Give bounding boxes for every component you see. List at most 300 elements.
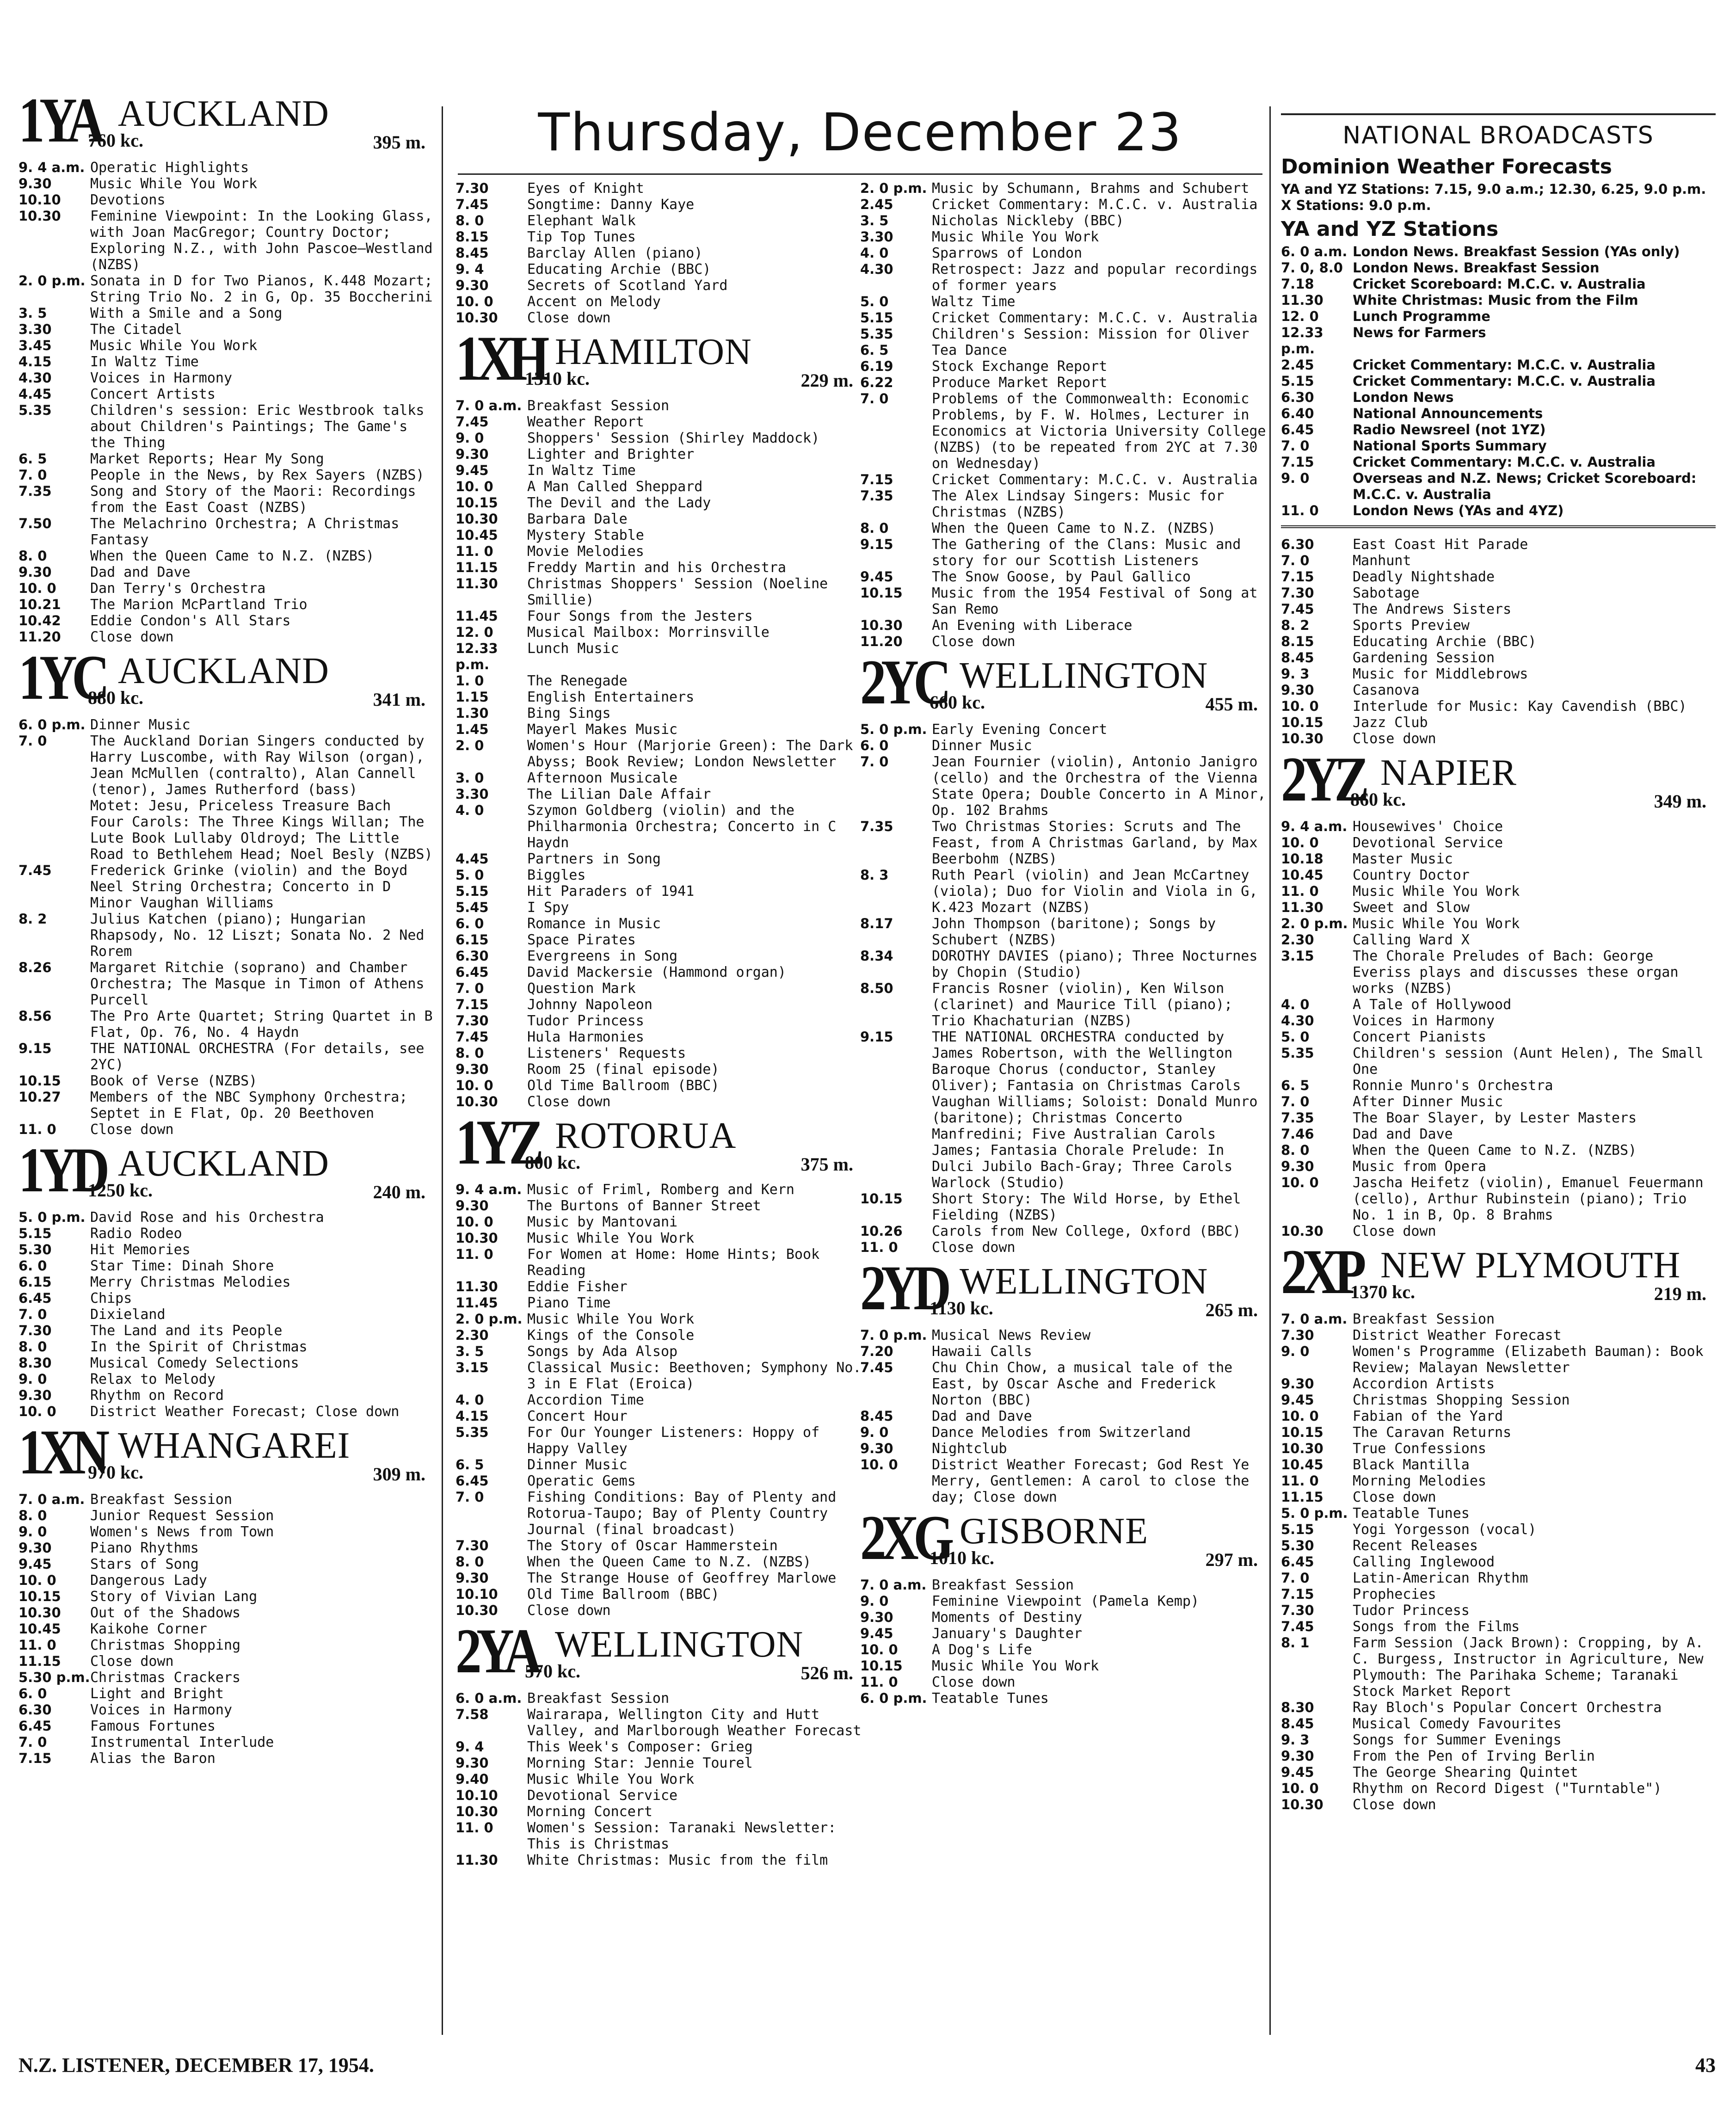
program-item (456, 527, 862, 543)
program-time: 11.30 (456, 1279, 498, 1294)
program-item (860, 819, 1267, 867)
program-title: Song and Story of the Maori: Recordings from the East Coast (NZBS) (90, 483, 416, 516)
program-title: Ronnie Munro's Orchestra (1353, 1078, 1553, 1094)
program-item (456, 1311, 862, 1327)
program-item (456, 1570, 862, 1586)
program-item (456, 1392, 862, 1408)
program-time: 6.30 (1281, 536, 1314, 552)
program-time: 5. 0 (456, 867, 484, 883)
program-item (456, 1279, 862, 1295)
program-time: 10. 0 (1281, 1781, 1319, 1796)
program-item (456, 1820, 862, 1852)
program-time: 5.30 p.m. (18, 1670, 90, 1685)
program-item (1281, 1570, 1716, 1586)
program-title: The Chorale Preludes of Bach: George Everiss plays and discusses these organ works (NZBS) (1353, 948, 1679, 997)
station-frequency: 1010 kc. (930, 1547, 994, 1568)
program-time: 8.30 (1281, 1700, 1314, 1715)
program-time: 10. 0 (456, 294, 493, 309)
program-time: 6.45 (18, 1290, 52, 1306)
program-time: 9.30 (1281, 1748, 1314, 1764)
program-time: 7.15 (456, 997, 489, 1012)
program-item (456, 294, 862, 310)
program-time: 6.30 (18, 1702, 52, 1718)
program-item (456, 1690, 862, 1707)
program-item (18, 305, 435, 321)
program-time: 2.30 (456, 1327, 489, 1343)
program-title: Calling Inglewood (1353, 1554, 1495, 1570)
program-item (1281, 1029, 1716, 1045)
program-title: Interlude for Music: Kay Cavendish (BBC) (1353, 698, 1687, 715)
program-item (18, 814, 435, 863)
program-title: Dinner Music (527, 1457, 628, 1473)
program-item (456, 560, 862, 576)
program-title: Concert Pianists (1353, 1029, 1486, 1045)
program-time: 9.30 (860, 1609, 893, 1625)
program-title: Feminine Viewpoint (Pamela Kemp) (932, 1593, 1199, 1609)
program-item (1281, 1126, 1716, 1142)
program-time: 9. 0 (18, 1524, 47, 1540)
program-time: 4.30 (18, 370, 52, 386)
program-item (18, 1686, 435, 1702)
program-title: Christmas Shopping (90, 1637, 241, 1653)
program-title: The Auckland Dorian Singers conducted by Harry Luscombe, with Ray Wilson (organ), Jean McMullen (contralto), Alan Cannell (tenor), James Rutherford (bass) (90, 733, 425, 798)
program-title: Breakfast Session (527, 398, 670, 414)
program-item (18, 1339, 435, 1355)
program-item (1281, 1158, 1716, 1175)
program-time: 8.34 (860, 948, 893, 964)
program-time: 7. 0 a.m. (456, 398, 522, 413)
program-time: 6.45 (456, 1473, 489, 1489)
program-time: 9.30 (1281, 1376, 1314, 1392)
program-item (456, 1182, 862, 1198)
program-time: 4.45 (18, 386, 52, 402)
program-list (456, 180, 862, 326)
header-rule (458, 173, 1262, 175)
program-title: Tip Top Tunes (527, 229, 636, 245)
station-name: WELLINGTON (960, 1261, 1208, 1302)
program-time: 1.15 (456, 689, 489, 705)
program-item (18, 580, 435, 597)
program-item (18, 1508, 435, 1524)
station-header-2yz (1281, 744, 1716, 816)
program-item (456, 997, 862, 1013)
program-time: 9.30 (1281, 682, 1314, 698)
program-title: Voices in Harmony (1353, 1013, 1495, 1029)
program-item (18, 1572, 435, 1589)
program-item (18, 160, 435, 176)
column-4 (1281, 113, 1716, 1813)
program-item (1281, 1110, 1716, 1126)
program-time: 7.30 (18, 1323, 52, 1338)
program-item (456, 180, 862, 197)
station-name: HAMILTON (555, 332, 752, 372)
program-item (456, 576, 862, 608)
program-title: Alias the Baron (90, 1750, 215, 1767)
section-rule (1281, 525, 1716, 528)
program-item (18, 564, 435, 580)
program-title: Elephant Walk (527, 213, 636, 229)
program-title: Shoppers' Session (Shirley Maddock) (527, 430, 820, 446)
program-time: 11. 0 (18, 1121, 56, 1137)
program-item (18, 1718, 435, 1734)
program-title: The Burtons of Banner Street (527, 1198, 761, 1214)
program-time: 6. 5 (860, 342, 889, 358)
program-time: 11. 0 (18, 1637, 56, 1653)
program-title: Music While You Work (1353, 883, 1520, 900)
program-title: Devotional Service (1353, 835, 1503, 851)
program-item (456, 245, 862, 261)
program-time: 7.30 (1281, 1327, 1314, 1343)
program-item (456, 261, 862, 277)
program-time: 8. 0 (456, 1045, 484, 1061)
program-title: Close down (1353, 731, 1436, 747)
program-title: Light and Bright (90, 1686, 224, 1702)
station-call: 2XP (1281, 1236, 1361, 1307)
program-title: The Citadel (90, 321, 182, 338)
program-item (456, 1230, 862, 1246)
program-item (18, 597, 435, 613)
program-time: 9. 0 (860, 1424, 889, 1440)
program-item (18, 911, 435, 960)
program-item (1281, 715, 1716, 731)
program-title: District Weather Forecast (1353, 1327, 1562, 1343)
program-time: 8.45 (1281, 650, 1314, 665)
program-item (1281, 1424, 1716, 1441)
program-item (1281, 1586, 1716, 1602)
program-time: 10. 0 (456, 1078, 493, 1093)
program-time: 10.45 (456, 527, 498, 543)
program-item (18, 1653, 435, 1670)
program-title: Sonata in D for Two Pianos, K.448 Mozart; String Trio No. 2 in G, Op. 35 Boccherini (90, 273, 433, 305)
program-time: 10.10 (456, 1787, 498, 1803)
program-item (456, 1739, 862, 1755)
program-item (860, 585, 1267, 617)
program-time: 9.30 (456, 277, 489, 293)
station-frequency: 970 kc. (88, 1462, 143, 1483)
program-title: Breakfast Session (1353, 1311, 1495, 1327)
program-time: 7. 0 (1281, 1570, 1310, 1586)
program-item (1281, 569, 1716, 585)
program-time: 7. 0 (860, 754, 889, 770)
program-time (18, 814, 90, 863)
program-title: Moments of Destiny (932, 1609, 1083, 1626)
program-item (860, 310, 1267, 326)
program-item (456, 964, 862, 980)
program-title: Relax to Melody (90, 1371, 215, 1387)
weather-line: YA and YZ Stations: 7.15, 9.0 a.m.; 12.30, 6.25, 9.0 p.m. (1281, 181, 1706, 197)
program-time: 10.27 (18, 1089, 61, 1105)
program-time: 7.46 (1281, 1126, 1314, 1142)
program-item (18, 1073, 435, 1089)
program-time: 10.30 (456, 1804, 498, 1819)
program-title: Instrumental Interlude (90, 1734, 274, 1750)
weather-title: Dominion Weather Forecasts (1281, 155, 1612, 179)
program-list (860, 1327, 1267, 1505)
program-time: 2.30 (1281, 932, 1314, 948)
program-time: 7.15 (1281, 1586, 1314, 1602)
program-item (860, 1029, 1267, 1191)
program-time: 7. 0 a.m. (18, 1491, 85, 1507)
program-title: Close down (90, 629, 174, 645)
program-item (18, 1290, 435, 1306)
program-item (456, 1457, 862, 1473)
program-time: 8. 0 (456, 213, 484, 228)
program-title: The Devil and the Lady (527, 495, 711, 511)
program-time: 5.15 (1281, 373, 1314, 389)
program-title: Music While You Work (932, 229, 1099, 245)
program-item (860, 342, 1267, 358)
program-time: 10. 0 (18, 1572, 56, 1588)
station-header-2ya (456, 1615, 862, 1688)
program-item (456, 277, 862, 294)
program-item (456, 1246, 862, 1279)
station-call: 1YA (18, 85, 100, 155)
station-frequency: 860 kc. (1350, 789, 1406, 810)
program-title: Old Time Ballroom (BBC) (527, 1586, 720, 1602)
program-title: The George Shearing Quintet (1353, 1764, 1578, 1781)
program-title: Music for Middlebrows (1353, 666, 1528, 682)
program-time: 11. 0 (860, 1674, 898, 1690)
program-title: Music from the 1954 Festival of Song at San Remo (932, 585, 1258, 617)
station-call: 2YA (456, 1615, 537, 1686)
program-item (18, 1670, 435, 1686)
station-name: AUCKLAND (118, 1143, 329, 1184)
program-item (18, 1258, 435, 1274)
program-title: Room 25 (final episode) (527, 1061, 720, 1078)
program-item (456, 1852, 862, 1868)
program-time: 7.45 (1281, 1619, 1314, 1634)
program-title: Operatic Gems (527, 1473, 636, 1489)
program-time: 11. 0 (860, 1239, 898, 1255)
program-time: 2. 0 (456, 738, 484, 753)
program-time: 8. 1 (1281, 1635, 1310, 1651)
program-item (860, 1658, 1267, 1674)
program-time: 11. 0 (1281, 883, 1319, 899)
program-time: 9.15 (18, 1041, 52, 1056)
program-list (18, 1491, 435, 1767)
program-item (456, 1538, 862, 1554)
program-title: Breakfast Session (932, 1577, 1074, 1593)
program-time: 7.15 (18, 1750, 52, 1766)
program-item (860, 1593, 1267, 1609)
program-title: Chips (90, 1290, 132, 1306)
program-title: Black Mantilla (1353, 1457, 1470, 1473)
program-item (18, 483, 435, 516)
program-item (1281, 1781, 1716, 1797)
program-title: John Thompson (baritone); Songs by Schubert (NZBS) (932, 916, 1216, 948)
program-time: 10. 0 (1281, 698, 1319, 714)
program-time: 9. 0 (456, 430, 484, 446)
program-title: English Entertainers (527, 689, 695, 705)
program-item (1281, 666, 1716, 682)
program-title: Wairarapa, Wellington City and Hutt Valley, and Marlborough Weather Forecast (527, 1707, 862, 1739)
column-divider (442, 106, 443, 2035)
program-time: 10.15 (456, 495, 498, 511)
program-time: 7.35 (18, 483, 52, 499)
program-time: 4.15 (456, 1408, 489, 1424)
program-item (18, 1323, 435, 1339)
program-time: 5.45 (456, 900, 489, 915)
station-header-1yz (456, 1107, 862, 1179)
program-list (860, 180, 1267, 650)
station-wavelength: 265 m. (1205, 1300, 1258, 1320)
program-time: 6.45 (1281, 1554, 1314, 1570)
station-frequency: 1250 kc. (88, 1180, 153, 1201)
program-time: 4.30 (1281, 1013, 1314, 1029)
program-item (456, 721, 862, 738)
program-time: 7. 0 (456, 1489, 484, 1505)
program-title: Educating Archie (BBC) (1353, 634, 1537, 650)
program-item (456, 883, 862, 900)
program-item (860, 1327, 1267, 1343)
program-title: Stock Exchange Report (932, 358, 1108, 375)
program-title: Lunch Programme (1353, 308, 1490, 324)
program-time: 3. 5 (456, 1343, 484, 1359)
program-item (860, 1577, 1267, 1593)
program-title: Piano Time (527, 1295, 611, 1311)
program-title: London News. Breakfast Session (1353, 260, 1600, 276)
program-time: 10. 0 (18, 1404, 56, 1419)
program-time: 9. 3 (1281, 1732, 1310, 1748)
program-title: London News. Breakfast Session (YAs only) (1353, 244, 1680, 259)
program-item (1281, 308, 1716, 325)
program-item (1281, 1441, 1716, 1457)
program-item (456, 802, 862, 851)
program-title: The Caravan Returns (1353, 1424, 1512, 1441)
station-name: NEW PLYMOUTH (1380, 1245, 1681, 1286)
program-time: 1.45 (456, 721, 489, 737)
program-item (1281, 1522, 1716, 1538)
program-item (456, 1804, 862, 1820)
program-title: Country Doctor (1353, 867, 1470, 883)
program-time: 6.45 (456, 964, 489, 980)
program-item (860, 375, 1267, 391)
program-item (860, 1441, 1267, 1457)
program-time: 7.35 (1281, 1110, 1314, 1126)
program-title: District Weather Forecast; Close down (90, 1404, 400, 1420)
program-item (18, 1750, 435, 1767)
program-title: Breakfast Session (527, 1690, 670, 1707)
program-title: Dad and Dave (90, 564, 191, 580)
program-time: 10.30 (18, 1605, 61, 1620)
program-time: 10. 0 (1281, 835, 1319, 850)
program-title: Out of the Shadows (90, 1605, 241, 1621)
program-item (456, 867, 862, 883)
program-time: 10. 0 (456, 1214, 493, 1230)
program-title: Hit Memories (90, 1242, 191, 1258)
program-item (456, 641, 862, 673)
program-title: Rhythm on Record (90, 1387, 224, 1404)
program-item (1281, 1327, 1716, 1343)
program-item (1281, 292, 1716, 308)
program-item (456, 786, 862, 802)
program-item (860, 245, 1267, 261)
program-title: Close down (932, 1674, 1016, 1690)
program-item (18, 717, 435, 733)
program-time: 7. 0 (18, 733, 47, 749)
program-list (18, 717, 435, 1138)
program-time: 7.30 (1281, 585, 1314, 601)
program-item (1281, 1078, 1716, 1094)
program-time: 10.45 (18, 1621, 61, 1637)
program-title: Tudor Princess (527, 1013, 644, 1029)
program-time: 3.30 (860, 229, 893, 245)
program-item (18, 1605, 435, 1621)
program-title: Dinner Music (90, 717, 191, 733)
program-title: Mayerl Makes Music (527, 721, 678, 738)
program-title: Casanova (1353, 682, 1420, 698)
program-item (860, 916, 1267, 948)
program-item (456, 414, 862, 430)
program-title: Operatic Highlights (90, 160, 249, 176)
program-time: 10. 0 (860, 1642, 898, 1657)
program-title: Classical Music: Beethoven; Symphony No. 3 in E Flat (Eroica) (527, 1360, 862, 1392)
program-time: 5. 0 p.m. (860, 721, 927, 737)
program-item (456, 197, 862, 213)
program-title: Devotions (90, 192, 166, 208)
program-title: Cricket Commentary: M.C.C. v. Australia (932, 197, 1258, 213)
program-title: Jascha Heifetz (violin), Emanuel Feuermann (cello), Arthur Rubinstein (piano); Trio No. 1 in B, Op. 8 Brahms (1353, 1175, 1704, 1223)
program-title: Hula Harmonies (527, 1029, 644, 1045)
program-item (18, 1540, 435, 1556)
program-time: 8.45 (860, 1408, 893, 1424)
program-time: 11.15 (1281, 1489, 1324, 1505)
program-time: 6. 0 a.m. (456, 1690, 522, 1706)
program-time: 8. 0 (18, 1508, 47, 1523)
program-time: 10.45 (1281, 1457, 1324, 1473)
program-time: 7.35 (860, 488, 893, 504)
station-header-1yc (18, 642, 435, 714)
program-title: The Melachrino Orchestra; A Christmas Fantasy (90, 516, 400, 548)
program-title: Music While You Work (527, 1230, 695, 1246)
program-time: 6.30 (456, 948, 489, 964)
station-call: 2YD (860, 1252, 946, 1323)
program-time: 8.26 (18, 960, 52, 975)
program-time: 10. 0 (1281, 1408, 1319, 1424)
program-title: Partners in Song (527, 851, 661, 867)
program-title: Lunch Music (527, 641, 619, 657)
program-item (1281, 503, 1716, 519)
program-time: 12. 0 (456, 624, 493, 640)
station-call: 1XN (18, 1417, 105, 1487)
program-title: Sparrows of London (932, 245, 1083, 261)
program-time: 5. 0 (1281, 1029, 1310, 1045)
program-item (456, 543, 862, 560)
station-name: AUCKLAND (118, 93, 329, 134)
program-item (1281, 585, 1716, 601)
program-title: Dangerous Lady (90, 1572, 207, 1589)
program-title: The Pro Arte Quartet; String Quartet in B Flat, Op. 76, No. 4 Haydn (90, 1008, 433, 1041)
program-title: Movie Melodies (527, 543, 644, 560)
program-title: Sabotage (1353, 585, 1420, 601)
station-call: 1XH (456, 323, 544, 394)
station-call: 1YC (18, 642, 105, 713)
program-item (1281, 1343, 1716, 1376)
program-item (1281, 932, 1716, 948)
program-item (18, 1702, 435, 1718)
program-time: 5. 0 (860, 294, 889, 309)
program-time: 6. 5 (1281, 1078, 1310, 1093)
program-title: Jean Fournier (violin), Antonio Janigro (cello) and the Orchestra of the Vienna State Opera; Double Concerto in A Minor, Op. 102 Brahms (932, 754, 1266, 819)
program-title: Morning Melodies (1353, 1473, 1486, 1489)
program-item (1281, 1013, 1716, 1029)
program-title: After Dinner Music (1353, 1094, 1503, 1110)
program-item (456, 1586, 862, 1602)
program-title: Mystery Stable (527, 527, 644, 543)
program-title: Teatable Tunes (932, 1690, 1049, 1707)
program-title: Hit Paraders of 1941 (527, 883, 695, 900)
program-title: Tudor Princess (1353, 1602, 1470, 1619)
